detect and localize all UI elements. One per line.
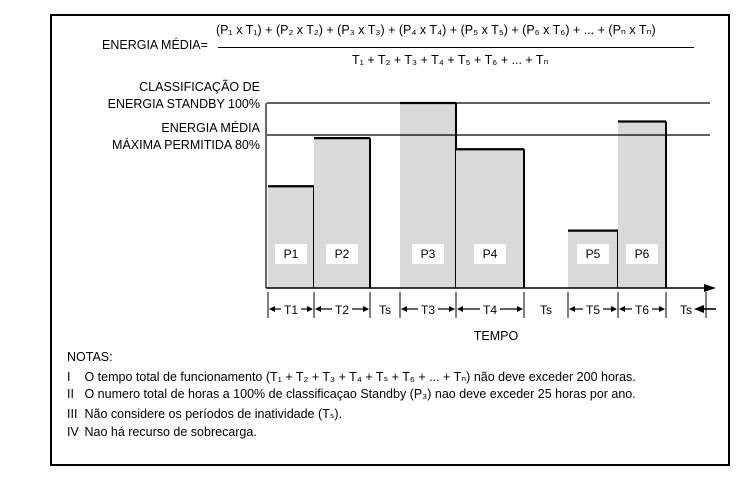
average-label-line2: MÁXIMA PERMITIDA 80%: [112, 138, 260, 152]
formula-lhs: ENERGIA MÉDIA=: [102, 38, 208, 52]
interval-arrowhead-left: [315, 306, 321, 312]
note-text: O numero total de horas a 100% de classificaçao Standby (P₃) nao deve exceder 25 horas por ano.: [84, 387, 636, 401]
note-text: Nao há recurso de sobrecarga.: [84, 425, 257, 439]
note-text: O tempo total de funcionamento (T₁ + T₂ + T₃ + T₄ + Tₛ + T₆ + ... + Tₙ) não deve exceder 200 horas.: [84, 370, 636, 384]
interval-label: T2: [334, 303, 350, 317]
bar-label-p6: P6: [634, 247, 650, 261]
interval-label: T5: [585, 303, 601, 317]
notes-title: NOTAS:: [67, 350, 113, 364]
interval-arrowhead-left: [619, 306, 625, 312]
note-roman: II: [67, 387, 74, 401]
interval-label: Ts: [680, 303, 692, 317]
note-roman: IV: [67, 425, 79, 439]
interval-arrowhead-right: [307, 306, 313, 312]
bar-p2: [314, 138, 370, 288]
interval-label: T4: [482, 303, 498, 317]
average-label-line1: ENERGIA MÉDIA: [161, 121, 260, 135]
bar-label-p5: P5: [585, 247, 601, 261]
interval-arrowhead-left: [401, 306, 407, 312]
interval-arrowhead-left: [269, 306, 275, 312]
interval-label: T6: [634, 303, 650, 317]
formula-denominator: T₁ + T₂ + T₃ + T₄ + T₅ + T₆ + ... + Tₙ: [352, 53, 549, 67]
note-item: [67, 387, 636, 401]
axis-label-tempo: TEMPO: [473, 329, 519, 343]
standby-label-line2: ENERGIA STANDBY 100%: [107, 97, 260, 111]
note-item: [67, 425, 257, 439]
bar-p1: [268, 186, 314, 288]
bar-p4: [456, 149, 524, 288]
interval-label: T3: [420, 303, 436, 317]
interval-label: Ts: [540, 303, 552, 317]
bar-label-p3: P3: [420, 247, 436, 261]
bars-group: [268, 103, 666, 288]
bar-label-p2: P2: [334, 247, 350, 261]
interval-arrowhead-right: [659, 306, 665, 312]
bar-label-p1: P1: [283, 247, 299, 261]
time-axis-arrowhead: [704, 284, 716, 292]
formula-numerator: (P₁ x T₁) + (P₂ x T₂) + (P₃ x T₃) + (P₄ x T₄) + (P₅ x T₅) + (P₆ x T₆) + ... + (Pₙ x Tₙ): [216, 23, 656, 37]
intervals-group: [268, 292, 716, 318]
note-item: [67, 406, 342, 421]
interval-arrowhead-right: [363, 306, 369, 312]
note-roman: I: [67, 370, 71, 384]
interval-label: Ts: [379, 303, 391, 317]
standby-label-line1: CLASSIFICAÇÃO DE: [139, 80, 260, 94]
interval-arrowhead-left: [457, 306, 463, 312]
interval-arrowhead-left: [569, 306, 575, 312]
bar-label-p4: P4: [482, 247, 498, 261]
interval-arrowhead-right: [449, 306, 455, 312]
note-roman: III: [67, 407, 78, 421]
interval-label: T1: [283, 303, 299, 317]
trailing-arrowhead: [694, 305, 704, 313]
interval-arrowhead-right: [517, 306, 523, 312]
note-text: Não considere os períodos de inatividade (Tₛ).: [84, 407, 343, 421]
interval-arrowhead-right: [611, 306, 617, 312]
note-item: [67, 369, 636, 384]
